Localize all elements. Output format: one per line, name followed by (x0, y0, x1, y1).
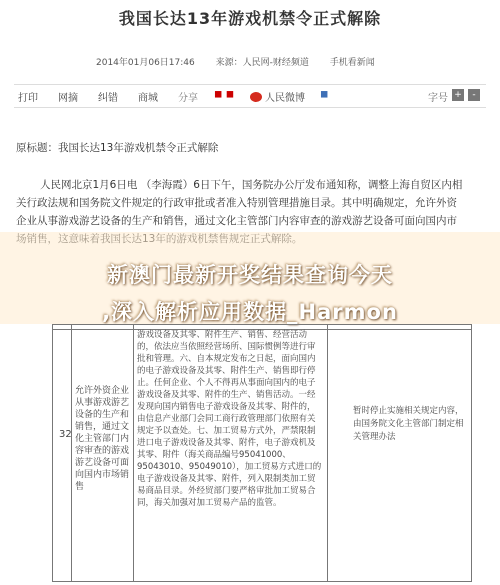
original-title-line: 原标题：我国长达13年游戏机禁令正式解除 (16, 142, 219, 154)
wangzhai-button[interactable]: 网摘 (58, 93, 78, 104)
table-divider (327, 325, 328, 581)
table-divider (71, 325, 72, 581)
article-title: 我国长达13年游戏机禁令正式解除 (118, 9, 382, 28)
weibo-share-button[interactable] (250, 89, 305, 104)
article-toolbar (14, 84, 486, 108)
weibo-label: 人民微博 (265, 93, 305, 104)
share-button[interactable]: 分享 (178, 93, 198, 104)
table-cell-regulation: 游戏设备及其零、附件生产、销售、经营活动的，依法应当依照经营场所、国际惯例等进行审批和管理。六、自本规定发布之日起，面向国内的电子游戏设备及其零、附件生产、销售即行停止。任何企业、个人不得再从事面向国内的电子游戏设备及其零、附件的生产、销售活动。一经发现向国内销售电子游戏设备及其零、附件的，由信息产业部门会同工商行政管理部门依照有关规定予以查处。七、加工贸易方式外，严禁限制进口电子游戏设备及其零、附件，电子游戏机及其零、附件（海关商品编号95041000、95043010、95049010），加工贸易方式进口的电子游戏设备及其零、附件，列入限制类加工贸易商品目录。外经贸部门要严格审批加工贸易合同，海关加强对加工贸易产品的监管。 (137, 330, 322, 508)
share-icons[interactable]: ◼ ◼ (214, 89, 235, 100)
overlay-banner-line-1: 新澳门最新开奖结果查询今天 (107, 263, 393, 287)
jiucuo-button[interactable]: 纠错 (98, 93, 118, 104)
mobile-news-link[interactable]: 手机看新闻 (329, 58, 375, 68)
article-meta (96, 55, 393, 68)
share-icon[interactable]: ◼ (320, 89, 329, 100)
shangcheng-button[interactable]: 商城 (138, 93, 158, 104)
font-size-label: 字号 (428, 93, 448, 104)
table-row-number: 32 (59, 429, 72, 440)
table-divider (133, 325, 134, 581)
overlay-banner-line-2: ,深入解析应用数据_Harmon (102, 300, 398, 324)
table-cell-item: 允许外资企业从事游戏游艺设备的生产和销售，通过文化主管部门内容审查的游戏游艺设备可面向国内市场销售 (75, 386, 130, 492)
source-link[interactable]: 来源：人民网-财经频道 (215, 58, 309, 68)
font-decrease-button[interactable]: - (468, 89, 480, 101)
weibo-icon (250, 92, 262, 102)
table-cell-adjustment: 暂时停止实施相关规定内容，由国务院文化主管部门制定相关管理办法 (353, 406, 464, 442)
print-button[interactable]: 打印 (18, 93, 38, 104)
publish-date: 2014年01月06日17:46 (96, 58, 195, 68)
regulation-table (52, 324, 472, 582)
font-increase-button[interactable]: + (452, 89, 464, 101)
article-paragraph: 人民网北京1月6日电 （李海霞）6日下午，国务院办公厅发布通知称，调整上海自贸区内相关行政法规和国务院文件规定的行政审批或者准入特别管理措施目录。其中明确规定，允许外资企业从事游戏游艺设备的生产和销售，通过文化主管部门内容审查的游戏游艺设备可面向国内市 (16, 179, 463, 227)
